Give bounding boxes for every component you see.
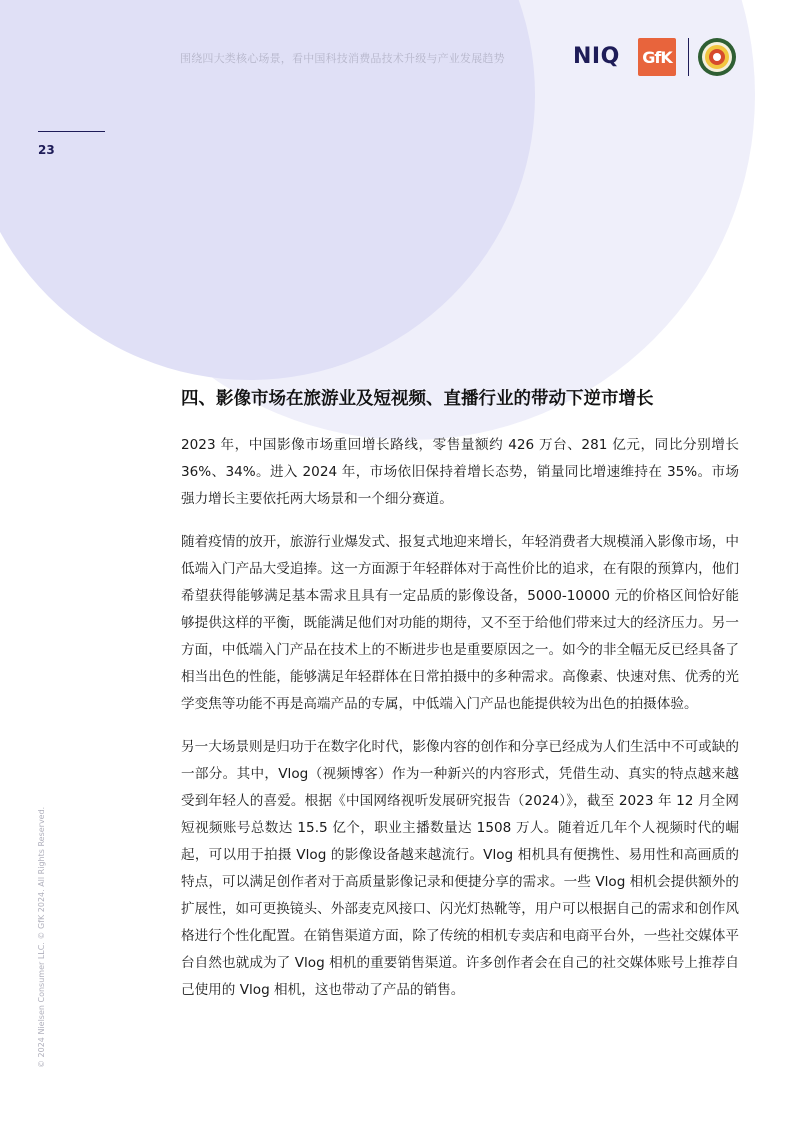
- page-number: 23: [38, 143, 55, 157]
- logo-divider: [688, 38, 689, 76]
- paragraph-vlog-scenario: 另一大场景则是归功于在数字化时代，影像内容的创作和分享已经成为人们生活中不可或缺的一部分。其中，Vlog（视频博客）作为一种新兴的内容形式，凭借生动、真实的特点越来越受到年轻人的喜爱。根据《中国网络视听发展研究报告（2024）》，截至 2023 年 12 月全网短视频账号总数达 15.5 亿个，职业主播数量达 1508 万人。随着近几年个人视频时代的崛起，可以用于拍摄 Vlog 的影像设备越来越流行。Vlog 相机具有便携性、易用性和高画质的特点，可以满足创作者对于高质量影像记录和便捷分享的需求。一些 Vlog 相机会提供额外的扩展性，如可更换镜头、外部麦克风接口、闪光灯热靴等，用户可以根据自己的需求和创作风格进行个性化配置。在销售渠道方面，除了传统的相机专卖店和电商平台外，一些社交媒体平台自然也就成为了 Vlog 相机的重要销售渠道。许多创作者会在自己的社交媒体账号上推荐自己使用的 Vlog 相机，这也带动了产品的销售。: [181, 739, 739, 998]
- paragraph-travel-scenario: 随着疫情的放开，旅游行业爆发式、报复式地迎来增长，年轻消费者大规模涌入影像市场，中低端入门产品大受追捧。这一方面源于年轻群体对于高性价比的追求，在有限的预算内，他们希望获得能够满足基本需求且具有一定品质的影像设备，5000-10000 元的价格区间恰好能够提供这样的平衡，既能满足他们对功能的期待，又不至于给他们带来过大的经济压力。另一方面，中低端入门产品在技术上的不断进步也是重要原因之一。如今的非全幅无反已经具备了相当出色的性能，能够满足年轻群体在日常拍摄中的多种需求。高像素、快速对焦、优秀的光学变焦等功能不再是高端产品的专属，中低端入门产品也能提供较为出色的拍摄体验。: [181, 534, 739, 712]
- page-number-rule: [38, 131, 105, 132]
- niq-logo: NIQ: [573, 44, 620, 69]
- header-subtitle: 围绕四大类核心场景，看中国科技消费品技术升级与产业发展趋势: [180, 52, 505, 65]
- paragraph-market-growth: 2023 年，中国影像市场重回增长路线，零售量额约 426 万台、281 亿元，同比分别增长 36%、34%。进入 2024 年，市场依旧保持着增长态势，销量同比增速维持在 35%。市场强力增长主要依托两大场景和一个细分赛道。: [181, 437, 739, 507]
- copyright-notice: © 2024 Nielsen Consumer LLC. © GfK 2024. All Rights Reserved.: [37, 806, 46, 1068]
- gfk-logo: GfK: [638, 38, 676, 76]
- section-title: 四、影像市场在旅游业及短视频、直播行业的带动下逆市增长: [181, 389, 654, 409]
- association-seal-icon: [697, 37, 737, 77]
- section-content: [181, 386, 739, 1020]
